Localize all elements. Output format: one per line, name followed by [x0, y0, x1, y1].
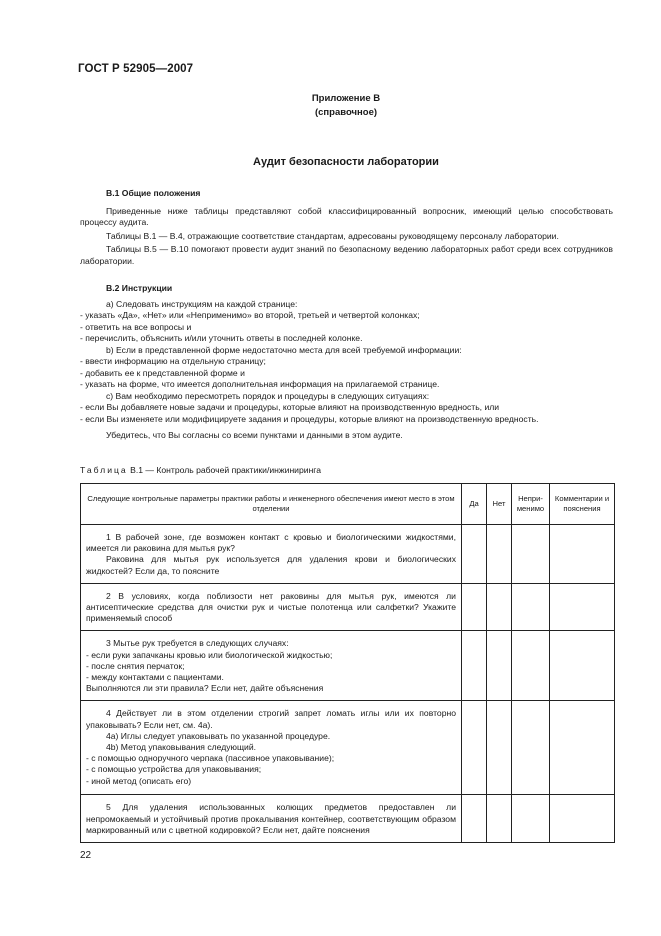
instruction-line: Убедитесь, что Вы согласны со всеми пунктами и данными в этом аудите. — [106, 430, 403, 440]
comments-cell[interactable] — [550, 583, 615, 631]
instruction-line: - если Вы изменяете или модифицируете задания и процедуры, которые влияют на производственную вредность. — [80, 413, 539, 424]
table-row — [81, 795, 615, 843]
question-cell — [81, 631, 462, 701]
answer-no-cell[interactable] — [487, 795, 512, 843]
question-cell — [81, 701, 462, 795]
instruction-line: b) Если в представленной форме недостаточно места для всей требуемой информации: — [106, 344, 462, 355]
paragraph: Таблицы В.1 — В.4, отражающие соответствие стандартам, адресованы руководящему персоналу лаборатории. — [106, 230, 559, 241]
instruction-line: - если Вы добавляете новые задачи и процедуры, которые влияют на производственную вредность, или — [80, 402, 500, 412]
question-text: 2 В условиях, когда поблизости нет раковины для мытья рук, имеются ли антисептические средства для очистки рук и чистые полотенца или салфетки? Укажите применяемый способ — [86, 590, 456, 624]
table-row — [81, 631, 615, 701]
section-heading: В.1 Общие положения — [106, 188, 201, 198]
header-not-applicable: Непри-менимо — [512, 484, 550, 525]
question-text: - с помощью устройства для упаковывания; — [86, 764, 262, 775]
table-caption-text: В.1 — Контроль рабочей практики/инжиниринга — [127, 465, 322, 475]
section-heading: В.2 Инструкции — [106, 283, 173, 293]
answer-yes-cell[interactable] — [462, 631, 487, 701]
question-text: - с помощью одноручного черпака (пассивное упаковывание); — [86, 753, 335, 764]
page-number: 22 — [80, 850, 92, 861]
header-comments: Комментарии и пояснения — [550, 484, 615, 525]
comments-cell[interactable] — [550, 525, 615, 584]
question-cell — [81, 525, 462, 584]
paragraph: Приведенные ниже таблицы представляют собой классифицированный вопросник, имеющий целью способствовать процессу аудита. — [80, 205, 613, 227]
answer-yes-cell[interactable] — [462, 583, 487, 631]
answer-no-cell[interactable] — [487, 583, 512, 631]
question-text: - после снятия перчаток; — [86, 660, 185, 671]
section-general — [80, 188, 613, 267]
answer-na-cell[interactable] — [512, 631, 550, 701]
page-title: Аудит безопасности лаборатории — [253, 156, 439, 168]
answer-na-cell[interactable] — [512, 795, 550, 843]
question-text: 4а) Иглы следует упаковывать по указанной процедуре. — [106, 730, 331, 741]
answer-no-cell[interactable] — [487, 525, 512, 584]
document-code: ГОСТ Р 52905—2007 — [78, 63, 194, 75]
question-cell — [81, 795, 462, 843]
answer-yes-cell[interactable] — [462, 525, 487, 584]
table-caption — [80, 465, 321, 475]
header-yes: Да — [462, 484, 487, 525]
answer-no-cell[interactable] — [487, 631, 512, 701]
question-text: 3 Мытье рук требуется в следующих случаях: — [106, 638, 289, 649]
comments-cell[interactable] — [550, 701, 615, 795]
question-text: Раковина для мытья рук используется для удаления крови и биологических жидкостей? Если да, то поясните — [86, 554, 456, 576]
table-header-row — [81, 484, 615, 525]
paragraph: Таблицы В.5 — В.10 помогают провести аудит знаний по безопасному ведению лабораторных работ среди всех сотрудников лаборатории. — [80, 244, 613, 266]
annex-subtitle: (справочное) — [314, 107, 378, 118]
answer-no-cell[interactable] — [487, 701, 512, 795]
question-text: 4 Действует ли в этом отделении строгий запрет ломать иглы или их повторно упаковывать? Если нет, см. 4а). — [86, 708, 456, 730]
question-text: 5 Для удаления использованных колющих предметов предоставлен ли непромокаемый и устойчивый против прокалывания контейнер, соответствующим образом маркированный или с цветной кодировкой? Если нет, дайте пояснения — [86, 802, 456, 835]
audit-table — [80, 483, 615, 843]
instruction-line: - ответить на все вопросы и — [80, 321, 192, 332]
question-text: - иной метод (описать его) — [86, 775, 192, 786]
comments-cell[interactable] — [550, 795, 615, 843]
question-text: 4b) Метод упаковывания следующий. — [106, 742, 257, 753]
answer-na-cell[interactable] — [512, 583, 550, 631]
instruction-line: - указать на форме, что имеется дополнительная информация на прилагаемой странице. — [80, 379, 440, 389]
table-row — [81, 525, 615, 584]
instruction-line: - перечислить, объяснить и/или уточнить ответы в последней колонке. — [80, 333, 363, 343]
answer-yes-cell[interactable] — [462, 795, 487, 843]
question-text: - если руки запачканы кровью или биологической жидкостью; — [86, 649, 333, 660]
answer-yes-cell[interactable] — [462, 701, 487, 795]
header-no: Нет — [487, 484, 512, 525]
table-row — [81, 583, 615, 631]
instruction-line: - ввести информацию на отдельную страницу; — [80, 356, 266, 366]
answer-na-cell[interactable] — [512, 525, 550, 584]
annex-title: Приложение В — [311, 93, 381, 104]
instruction-line: - указать «Да», «Нет» или «Неприменимо» во второй, третьей и четвертой колонках; — [80, 310, 420, 320]
question-text: 1 В рабочей зоне, где возможен контакт с кровью и биологическими жидкостями, имеется ли раковина для мытья рук? — [86, 532, 456, 554]
instruction-line: c) Вам необходимо пересмотреть порядок и процедуры в следующих ситуациях: — [106, 390, 430, 401]
instruction-line: - добавить ее к представленной форме и — [80, 367, 245, 378]
answer-na-cell[interactable] — [512, 701, 550, 795]
table-row — [81, 701, 615, 795]
table-caption-prefix: Таблица — [80, 465, 128, 475]
question-text: Выполняются ли эти правила? Если нет, дайте объяснения — [86, 683, 324, 694]
comments-cell[interactable] — [550, 631, 615, 701]
instruction-line: a) Следовать инструкциям на каждой странице: — [106, 298, 298, 309]
header-question: Следующие контрольные параметры практики работы и инженерного обеспечения имеют место в этом отделении — [81, 484, 462, 525]
section-instructions — [80, 283, 613, 442]
question-text: - между контактами с пациентами. — [86, 672, 224, 683]
question-cell — [81, 583, 462, 631]
